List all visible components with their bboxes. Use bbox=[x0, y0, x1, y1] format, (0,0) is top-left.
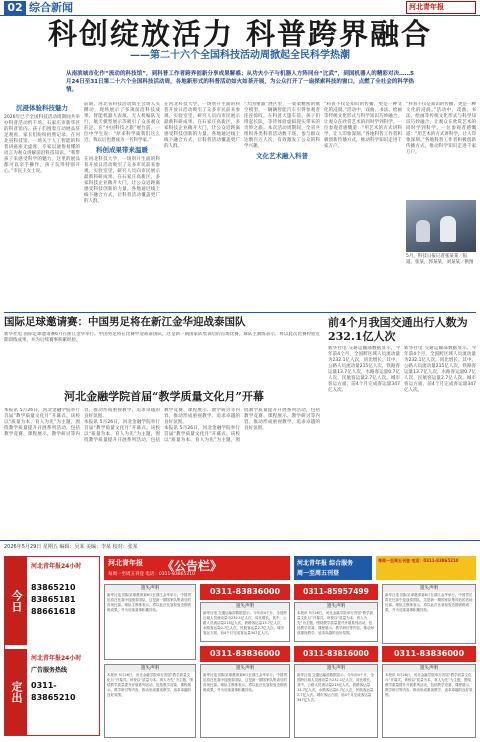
lead-column-1 bbox=[4, 102, 80, 307]
ad-banner-label: 河北青年报 bbox=[108, 559, 143, 567]
subheading: 科创成果带来温暖 bbox=[96, 146, 148, 154]
ad-banner-sub: 周一至周五刊登 bbox=[297, 570, 340, 577]
column-text: 2026年已于全国科技活动周期间共举办科普活动约千场。石家庄市新华区的科普馆内，孩子们围着互动展品驻足观看，家长们纷纷拍照记录。在河北省科技馆，一场关于人工智能的科普讲座座无虚席，专家以通俗易懂的语言为观众讲解前沿科技知识。“我带孩子来感受科学的魅力，这里的展品都可以亲手操作，孩子玩得特别开心。”市民王女士说。 bbox=[4, 115, 80, 174]
ad-banner-title: 《公告栏》 bbox=[162, 559, 223, 573]
divider bbox=[4, 312, 476, 313]
ad-banner-notice bbox=[376, 556, 476, 580]
ad-phone-banner: 0311-83816000 bbox=[294, 646, 378, 662]
ad-banner-gonggao bbox=[104, 556, 290, 580]
lead-column-4 bbox=[244, 102, 320, 307]
lead-column-6 bbox=[406, 102, 476, 197]
column-text: 新华社电 交通运输部数据显示，今年前4个月，全国跨区域人员流动量为232.1亿人次，同比增长。其中，公路人员流动量215亿人次，铁路客运量13.7亿人次，水路客运量0.7亿人次，民航客运量2.7亿人次。城市客运方面，前4个月完成客运量347亿人次。 bbox=[328, 346, 400, 393]
ad-banner-label: 河北青年报 综合服务 bbox=[297, 560, 354, 567]
subheading: 沉浸体验科技魅力 bbox=[16, 104, 68, 112]
section-title: 综合新闻 bbox=[29, 1, 73, 14]
ads-bar-text: 2026年5月29日 星期五 编辑：吴某 美编：李某 校对：张某 bbox=[4, 544, 138, 550]
classified-box bbox=[200, 602, 290, 642]
column-text: “科普不仅是知识的传播，更是一种文化的浸润。”活动中，戏曲、书法、绘画等传统文化形式与科学知识巧妙融合，让观众在欣赏艺术的同时学到科学。一位参观者感慨道：“用艺术的方式讲科学，让人印象深刻。”各地科普工作者积极创新传播方式，推动科学知识走进千家万户。 bbox=[406, 102, 476, 155]
classified-text: 新华社电 国际足球邀请赛6月在浙江金华举行。中国男足将在比赛中迎战泰国队，这是新一期国家队集训后的首场比赛。球队主教练表示，将以此次比赛检验近期训练成果，并为后续赛事积累经验。 bbox=[385, 593, 473, 612]
ad-phone-banner: 0311-85957499 bbox=[294, 584, 378, 600]
ad-banner-sub: 每周一至周五刊登 电话：0311-83865210 bbox=[108, 572, 195, 577]
column-text: 在河北科技大学，一场别开生面的科普开放日活动吸引了众多市民前来参观。实验室里，研究人员向市民展示最新科研成果。在石家庄高新区，多家科技企业敞开大门，让公众近距离感受科技创新的力量。各地通过线上线下融合方式，让科普活动覆盖更广的人群。 bbox=[84, 157, 160, 204]
newspaper-logo bbox=[406, 1, 476, 14]
classified-box bbox=[294, 664, 378, 738]
classified-text: 本报讯 5月26日，河北金融学院举行首届“教学质量文化月”开幕式。该校以“质量为本、育人为先”为主题，围绕教学质量提升开展系列活动，包括教学竞赛、课程展示、教学研讨等内容，推动形成重视教学、追求卓越的良好氛围。 bbox=[297, 611, 374, 635]
column-text: 在河北科技大学，一场别开生面的科普开放日活动吸引了众多市民前来参观。实验室里，研究人员向市民展示最新科研成果。在石家庄高新区，多家科技企业敞开大门，让公众近距离感受科技创新的力量。各地通过线上线下融合方式，让科普活动覆盖更广的人群。 bbox=[164, 102, 240, 149]
lead-column-5 bbox=[324, 102, 402, 307]
lead-photo bbox=[406, 200, 476, 252]
classified-title: 遗失声明 bbox=[295, 603, 377, 610]
ad-phone-banner: 0311-83836000 bbox=[200, 584, 290, 600]
photo-caption: 5月，科技日报记者张某某／报道。张某，郭某某，刘某某／供图 bbox=[406, 254, 474, 265]
column-text: 本报讯 5月26日，河北金融学院举行首届“教学质量文化月”开幕式。该校以“质量为本、育人为先”为主题，围绕教学质量提升开展系列活动，包括教学竞赛、课程展示、教学研讨等内容，推动形成重视教学、追求卓越的良好氛围。 bbox=[164, 408, 320, 443]
classified-box bbox=[294, 602, 378, 642]
classified-text: 新华社电 国际足球邀请赛6月在浙江金华举行。中国男足将在比赛中迎战泰国队，这是新一期国家队集训后的首场比赛。球队主教练表示，将以此次比赛检验近期训练成果，并为后续赛事积累经验。 bbox=[203, 673, 287, 692]
column-text: 本报讯 5月26日，河北金融学院举行首届“教学质量文化月”开幕式。该校以“质量为本、育人为先”为主题，围绕教学质量提升开展系列活动，包括教学竞赛、课程展示、教学研讨等内容，推动形成重视教学、追求卓越的良好氛围。 bbox=[4, 408, 160, 437]
ad-left-title-2: 定出 bbox=[5, 649, 27, 735]
subheading: 文化艺术融入科普 bbox=[256, 152, 308, 160]
lead-headline: 科创绽放活力 科普跨界融合 bbox=[47, 17, 433, 51]
story3-headline: 河北金融学院首届“教学质量文化月”开幕 bbox=[64, 390, 264, 403]
column-text: 前期，河北省科技活动周主会场人头攒动，现场展示了多项前沿科技成果。智能机器人表演、无人机编队飞行、航天模型展示等吸引了众多观众驻足。在“中国科技之旅”展台前，一位中学生说：“原来科学离我们这么近，我以后也想成为一名科学家。” bbox=[84, 102, 160, 143]
classified-box bbox=[382, 664, 476, 738]
ad-left-phone: 88661618 bbox=[31, 607, 76, 616]
classified-box bbox=[104, 584, 196, 660]
logo-text: 河北青年报 bbox=[409, 3, 444, 11]
ad-left-tag: 河北青年报24小时 bbox=[31, 655, 82, 662]
lead-column-2 bbox=[84, 102, 160, 307]
classified-box bbox=[104, 664, 196, 738]
classified-title: 遗失声明 bbox=[201, 665, 289, 672]
story2-headline: 国际足球邀请赛：中国男足将在新江金华迎战泰国队 bbox=[4, 316, 246, 328]
classified-title: 遗失声明 bbox=[105, 585, 195, 592]
story4-body bbox=[328, 346, 476, 536]
classified-box bbox=[200, 664, 290, 738]
column-text: “大国重器”展区里，一架架精密的航空模型、一辆辆智能汽车引得参观者连连惊叹。在科普大篷车前，孩子们排起长队，等待体验虚拟现实带来的奇妙之旅。本次活动周期间，全省共组织各类科普活动数千场，参与群众达数百万人次，有效激发了公众的科学兴趣。 bbox=[244, 102, 320, 149]
ad-left-title-1: 今日 bbox=[5, 557, 27, 645]
column-text: “科普不仅是知识的传播，更是一种文化的浸润。”活动中，戏曲、书法、绘画等传统文化形式与科学知识巧妙融合，让观众在欣赏艺术的同时学到科学。一位参观者感慨道：“用艺术的方式讲科学，让人印象深刻。”各地科普工作者积极创新传播方式，推动科学知识走进千家万户。 bbox=[324, 102, 402, 149]
classified-title: 遗失声明 bbox=[105, 665, 195, 672]
column-text: 新华社电 交通运输部数据显示，今年前4个月，全国跨区域人员流动量为232.1亿人次，同比增长。其中，公路人员流动量215亿人次，铁路客运量13.7亿人次，水路客运量0.7亿人次，民航客运量2.7亿人次。城市客运方面，前4个月完成客运量347亿人次。 bbox=[404, 346, 476, 393]
lead-column-3 bbox=[164, 102, 240, 307]
ad-left-phone: 0311- bbox=[31, 681, 57, 690]
classified-text: 新华社电 交通运输部数据显示，今年前4个月，全国跨区域人员流动量为232.1亿人次，同比增长。其中，公路人员流动量215亿人次，铁路客运量13.7亿人次，水路客运量0.7亿人次，民航客运量2.7亿人次。城市客运方面，前4个月完成客运量347亿人次。 bbox=[297, 673, 374, 702]
page-number: 02 bbox=[4, 1, 26, 15]
classified-title: 遗失声明 bbox=[383, 665, 475, 672]
ad-left-phone: 83865181 bbox=[31, 595, 76, 604]
classified-text: 本报讯 5月26日，河北金融学院举行首届“教学质量文化月”开幕式。该校以“质量为本、育人为先”为主题，围绕教学质量提升开展系列活动，包括教学竞赛、课程展示、教学研讨等内容，推动形成重视教学、追求卓越的良好氛围。 bbox=[107, 673, 193, 697]
lead-subheadline: ——第二十六个全国科技活动周掀起全民科学热潮 bbox=[130, 50, 350, 61]
classified-title: 遗失声明 bbox=[295, 665, 377, 672]
ad-left-phone: 83865210 bbox=[31, 693, 76, 702]
classified-title: 遗失声明 bbox=[383, 585, 475, 592]
story2-body: 新华社电 国际足球邀请赛6月在浙江金华举行。中国男足将在比赛中迎战泰国队，这是新一期国家队集训后的首场比赛。球队主教练表示，将以此次比赛检验近期训练成果，并为后续赛事积累经验。 bbox=[4, 332, 320, 343]
ad-left-tag: 河北青年报24小时 bbox=[31, 563, 82, 570]
ad-banner-service bbox=[294, 556, 372, 580]
ad-phone-banner: 0311-83836000 bbox=[382, 646, 476, 662]
ad-left-column bbox=[4, 556, 100, 736]
page-header bbox=[0, 0, 480, 16]
lead-intro: 从南滨城市化作“流动的科技馆”，到科普工作者跨界创新分享成果解惑；从功夫小子与机器人方阵同台“比武”，到国机器人的精彩对决……5月24日至31日第二十六个全国科技活动周，各地新形式的科普活动如火如荼开展，为公众打开了一扇探索科技的窗口，点燃了全社会的科学热情。 bbox=[66, 71, 414, 93]
classified-text: 本报讯 5月26日，河北金融学院举行首届“教学质量文化月”开幕式。该校以“质量为本、育人为先”为主题，围绕教学质量提升开展系列活动，包括教学竞赛、课程展示、教学研讨等内容，推动形成重视教学、追求卓越的良好氛围。 bbox=[385, 673, 473, 697]
ad-left-tag: 广告服务热线 bbox=[31, 667, 68, 674]
story3-body bbox=[4, 408, 320, 536]
classified-text: 新华社电 国际足球邀请赛6月在浙江金华举行。中国男足将在比赛中迎战泰国队，这是新一期国家队集训后的首场比赛。球队主教练表示，将以此次比赛检验近期训练成果，并为后续赛事积累经验。 bbox=[107, 593, 191, 612]
ad-left-phone: 83865210 bbox=[31, 583, 76, 592]
classified-box bbox=[382, 584, 476, 644]
classified-text: 新华社电 交通运输部数据显示，今年前4个月，全国跨区域人员流动量为232.1亿人次，同比增长。其中，公路人员流动量215亿人次，铁路客运量13.7亿人次，水路客运量0.7亿人次，民航客运量2.7亿人次。城市客运方面，前4个月完成客运量347亿人次。 bbox=[203, 611, 287, 635]
column-text: 本报讯 5月26日，河北金融学院举行首届“教学质量文化月”开幕式。该校以“质量为本、育人为先”为主题，围绕教学质量提升开展系列活动，包括教学竞赛、课程展示、教学研讨等内容，推动形成重视教学、追求卓越的良好氛围。 bbox=[84, 408, 240, 443]
classified-title: 遗失声明 bbox=[201, 603, 289, 610]
story4-headline: 前4个月我国交通出行人数为232.1亿人次 bbox=[328, 316, 468, 343]
ads-bar bbox=[0, 540, 480, 553]
ad-phone-banner: 0311-83836000 bbox=[200, 646, 290, 662]
ad-banner-sub: 每周一至周五刊登 电话：0311-83865210 bbox=[378, 558, 459, 563]
